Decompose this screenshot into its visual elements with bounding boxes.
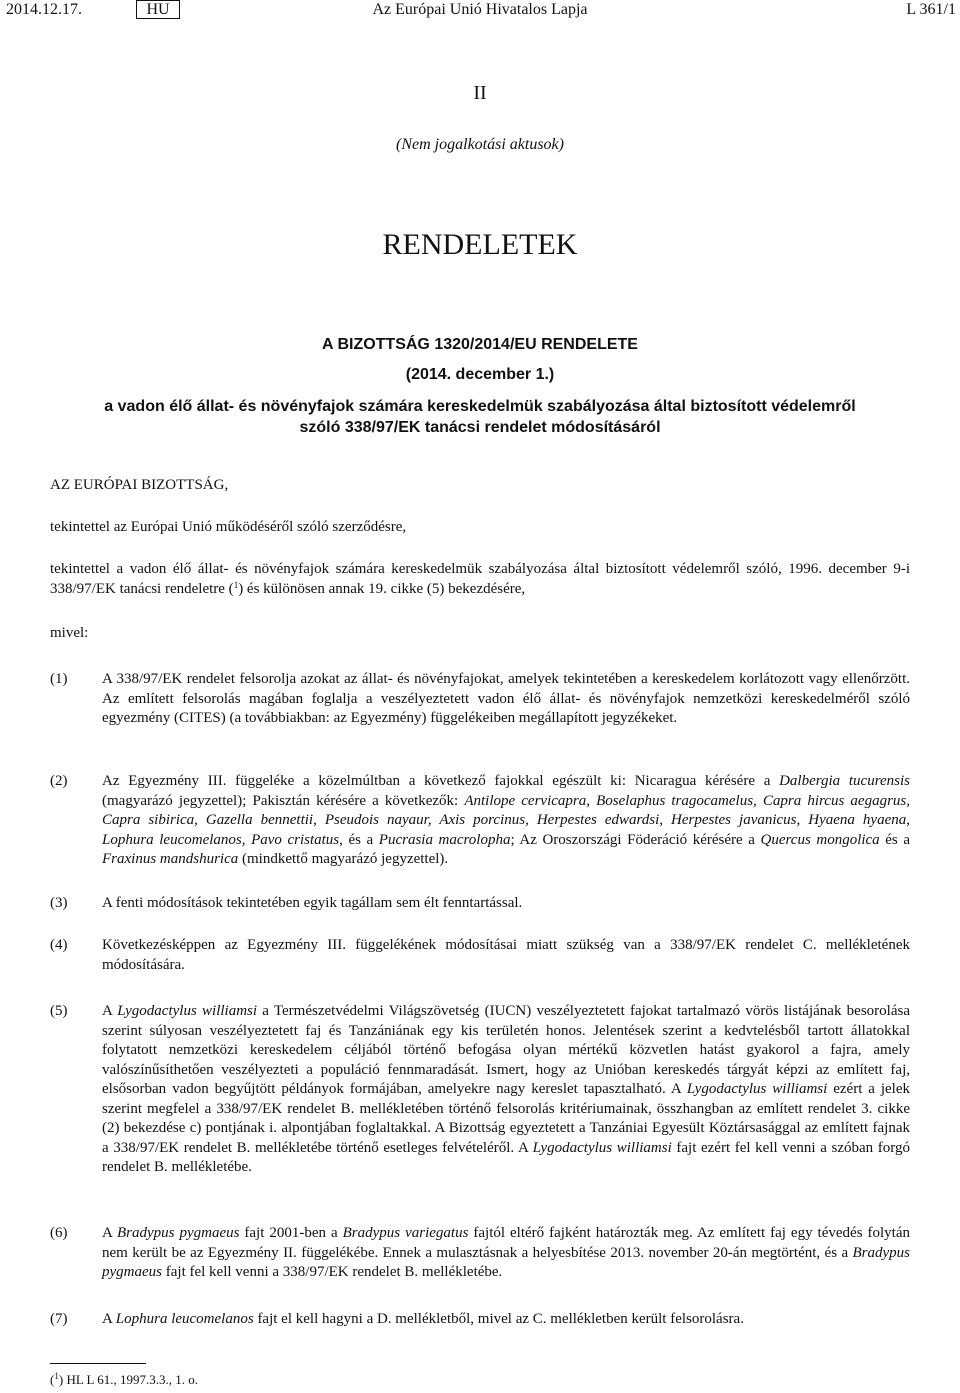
regulation-date: (2014. december 1.)	[405, 366, 555, 383]
species-name: Lygodactylus williamsi	[532, 1139, 672, 1156]
legal-basis-text: ) és különösen annak 19. cikke (5) bekezdésére,	[238, 580, 526, 597]
preamble-treaty: tekintettel az Európai Unió működéséről szóló szerződésre,	[50, 519, 407, 535]
text-run: Az Egyezmény III. függeléke a közelmúltban a következő fajokkal egészült ki: Nicaragua kérésére a	[102, 773, 780, 789]
regulation-title: A BIZOTTSÁG 1320/2014/EU RENDELETE	[322, 336, 638, 353]
species-name: Bradypus pygmaeus	[102, 1244, 910, 1280]
recital-number: (7)	[50, 1311, 68, 1327]
recital-number: (6)	[50, 1225, 68, 1241]
text-run: A	[102, 1225, 117, 1241]
regulation-subject	[0, 396, 960, 438]
recital-text	[102, 1002, 910, 1178]
species-name: Quercus mongolica	[760, 831, 880, 848]
species-name: Pucrasia macrolopha	[378, 831, 511, 848]
recital-text	[102, 1310, 910, 1330]
preamble-commission: AZ EURÓPAI BIZOTTSÁG,	[50, 477, 229, 493]
preamble-legal-basis	[50, 560, 910, 599]
recital-text	[102, 772, 910, 870]
preamble-whereas: mivel:	[50, 625, 89, 641]
recital-text: Következésképpen az Egyezmény III. függelékének módosításai miatt szükség van a 338/97/EK rendelet C. mellékletének módosítására.	[102, 937, 910, 973]
language-badge: HU	[136, 0, 180, 19]
recital-number: (2)	[50, 773, 68, 789]
recital-text: A 338/97/EK rendelet felsorolja azokat az állat- és növényfajokat, amelyek tekintetében a kereskedelem korlátozott vagy ellenőrzött. Az említett felsorolás magában foglalja a veszélyeztetett vadon élő állat- és növényfajok nemzetközi kereskedelméről szóló egyezmény (CITES) (a továbbiakban: az Egyezmény) függelékeiben megállapított jegyzékeket.	[102, 671, 910, 726]
text-run: fajtól eltérő fajként határozták meg. Az említett faj egy tévedés folytán nem került be az Egyezmény II. függelékébe. Ennek a mulasztásnak a helyesbítése 2013. november 20-án megtörtént, és a	[102, 1225, 910, 1261]
recital-text: A fenti módosítások tekintetében egyik tagállam sem élt fenntartással.	[102, 895, 523, 911]
text-run: (mindkettő magyarázó jegyzettel).	[238, 851, 449, 867]
recital-number: (5)	[50, 1003, 68, 1019]
footnote-text: HL L 61., 1997.3.3., 1. o.	[63, 1372, 198, 1387]
recital-text	[102, 1224, 910, 1283]
species-name: Bradypus pygmaeus	[116, 1225, 240, 1241]
text-run: (magyarázó jegyzettel); Pakisztán kérésére a következők:	[102, 792, 465, 809]
footnote-divider	[50, 1363, 146, 1364]
species-name: Lophura leucomelanos	[115, 1311, 254, 1327]
publication-date: 2014.12.17.	[6, 1, 82, 18]
footnote-ref[interactable]: 1	[233, 579, 239, 590]
footnote-number: 1	[54, 1371, 59, 1381]
text-run: fajt fel kell venni a 338/97/EK rendelet B. mellékletébe.	[162, 1264, 503, 1280]
section-subtitle: (Nem jogalkotási aktusok)	[396, 136, 564, 153]
text-run: , és a	[339, 831, 379, 848]
species-name: Dalbergia tucurensis	[779, 773, 910, 789]
section-numeral: II	[473, 82, 487, 104]
text-run: a Természetvédelmi Világszövetség (IUCN) veszélyeztetett fajokat tartalmazó vörös listájának besorolása szerint súlyosan veszélyeztetett faj és Tanzániának egy kis területén honos. Jelentések szerint a kedvtelésből tartott állatokkal folytatott nemzetközi kereskedelem céljából történő befogása olyan mértékű közvetlen hatást gyakorol a fajra, amely valószínűsíthetően veszélyezteti a populáció fennmaradását. Ismert, hogy az Unióban kereskedés tárgyát képzi az említett faj, elsősorban vadon begyűjtött példányok formájában, amelyekre nagy kereslet tapasztalható. A	[102, 1003, 910, 1097]
species-name: Antilope cervicapra, Boselaphus tragocamelus, Capra hircus aegagrus, Capra sibirica, Gazella bennettii, Pseudois nayaur, Axis porcinus, Herpestes edwardsi, Herpestes javanicus, Hyaena hyaena, Lophura leucomelanos, Pavo cristatus	[102, 792, 911, 848]
page-number: L 361/1	[906, 1, 956, 18]
species-name: Bradypus variegatus	[342, 1225, 469, 1241]
journal-title: Az Európai Unió Hivatalos Lapja	[372, 1, 588, 18]
text-run: A	[102, 1003, 118, 1019]
page-header	[0, 0, 960, 24]
text-run: fajt ezért fel kell venni a szóban forgó rendelet B. mellékletébe.	[102, 1139, 910, 1175]
footnote: ($^1$) HL L 61., 1997.3.3., 1. o.	[50, 1371, 198, 1387]
species-name: Lygodactylus williamsi	[686, 1081, 828, 1097]
text-run: és a	[879, 831, 910, 848]
recital-number: (3)	[50, 895, 68, 911]
recital-number: (1)	[50, 671, 68, 687]
recital-number: (4)	[50, 937, 68, 953]
text-run: fajt el kell hagyni a D. mellékletből, mivel az C. mellékletben került felsorolásra.	[253, 1311, 744, 1327]
species-name: Lygodactylus williamsi	[117, 1003, 258, 1019]
text-run: ezért a jelek szerint megfelel a 338/97/EK rendelet B. mellékletében történő felsorolás kritériumainak, összhangban az említett rendelet 3. cikke (2) bekezdése c) pontjának i. alpontjában foglaltakkal. A Bizottság egyeztetett a Tanzániai Egyesült Köztársasággal az említett fajnak a 338/97/EK rendelet B. mellékletébe történő esetleges felvételéről. A	[102, 1081, 911, 1156]
species-name: Fraxinus mandshurica	[102, 851, 239, 867]
text-run: fajt 2001-ben a	[239, 1225, 343, 1241]
text-run: ; Az Oroszországi Föderáció kérésére a	[510, 831, 761, 848]
text-run: A	[102, 1311, 116, 1327]
regulation-subject-line: a vadon élő állat- és növényfajok számára kereskedelmük szabályozása által biztosított védelemről	[104, 398, 856, 415]
section-heading: RENDELETEK	[382, 228, 578, 261]
regulation-subject-line: szóló 338/97/EK tanácsi rendelet módosításáról	[299, 419, 661, 436]
legal-basis-text: tekintettel a vadon élő állat- és növényfajok számára kereskedelmük szabályozása által biztosított védelemről szóló, 1996. december 9-i 338/97/EK tanácsi rendeletre (	[50, 561, 910, 597]
